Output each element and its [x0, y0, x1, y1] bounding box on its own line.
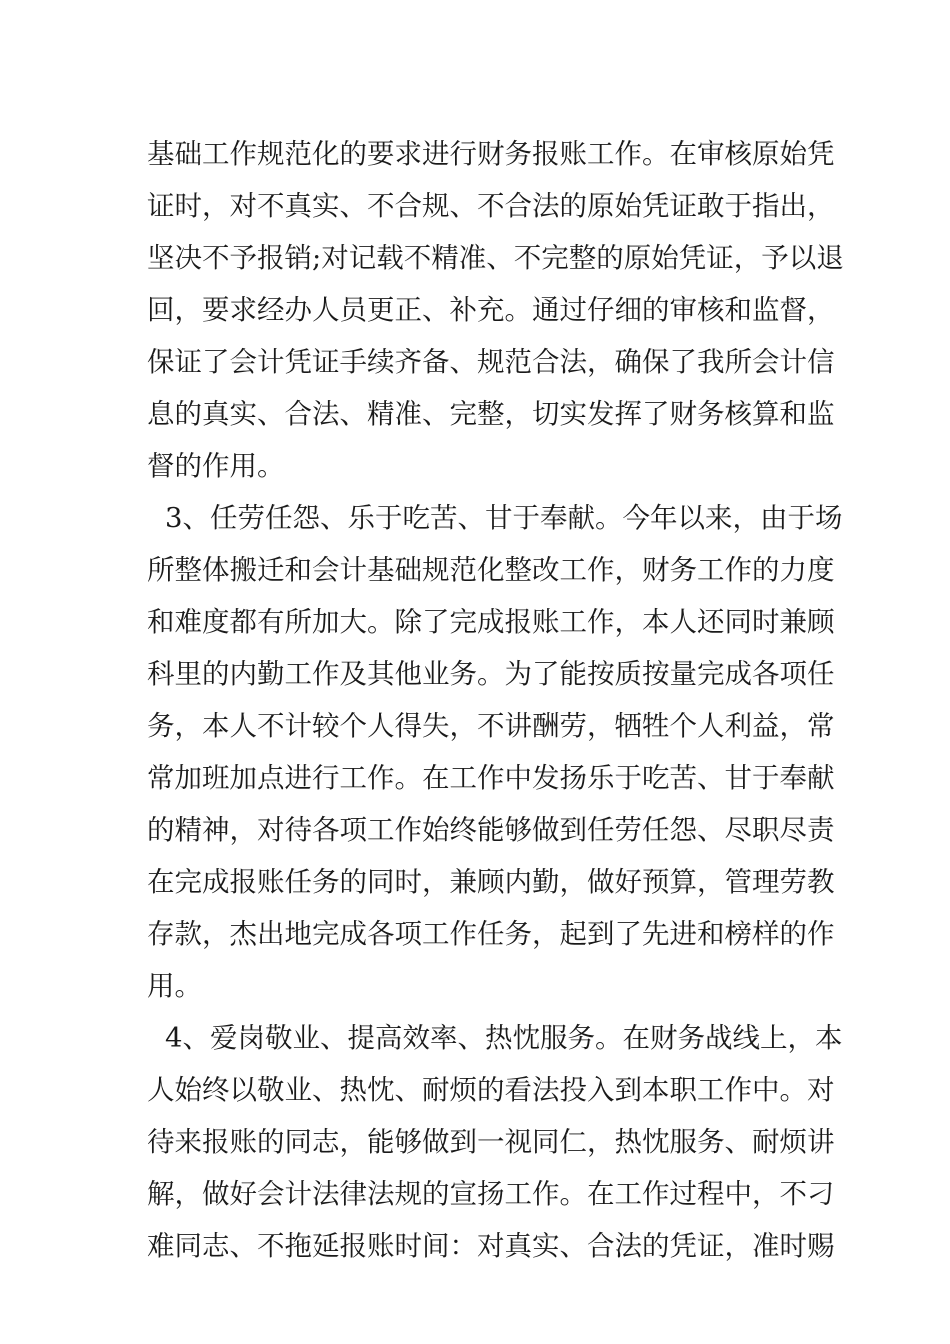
text-line: 证时，对不真实、不合规、不合法的原始凭证敢于指出，	[147, 190, 835, 222]
text-line: 的精神，对待各项工作始终能够做到任劳任怨、尽职尽责	[147, 814, 835, 846]
paragraph-heading-3: 3、任劳任怨、乐于吃苦、甘于奉献。今年以来，由于场	[165, 502, 843, 534]
text-line: 在完成报账任务的同时，兼顾内勤，做好预算，管理劳教	[147, 866, 835, 898]
text-line: 所整体搬迁和会计基础规范化整改工作，财务工作的力度	[147, 554, 835, 586]
text-line: 人始终以敬业、热忱、耐烦的看法投入到本职工作中。对	[147, 1074, 835, 1106]
text-line: 回，要求经办人员更正、补充。通过仔细的审核和监督，	[147, 294, 835, 326]
text-line: 用。	[147, 970, 202, 1002]
body-text	[147, 128, 844, 1272]
text-line: 科里的内勤工作及其他业务。为了能按质按量完成各项任	[147, 658, 835, 690]
text-line: 和难度都有所加大。除了完成报账工作，本人还同时兼顾	[147, 606, 835, 638]
text-line: 解，做好会计法律法规的宣扬工作。在工作过程中，不刁	[147, 1178, 835, 1210]
paragraph-heading-4: 4、爱岗敬业、提高效率、热忱服务。在财务战线上，本	[165, 1022, 843, 1054]
text-line: 务，本人不计较个人得失，不讲酬劳，牺牲个人利益，常	[147, 710, 835, 742]
text-line: 待来报账的同志，能够做到一视同仁，热忱服务、耐烦讲	[147, 1126, 835, 1158]
text-line: 督的作用。	[147, 450, 285, 482]
text-line: 基础工作规范化的要求进行财务报账工作。在审核原始凭	[147, 138, 835, 170]
text-line: 坚决不予报销;对记载不精准、不完整的原始凭证，予以退	[147, 242, 844, 274]
text-line: 常加班加点进行工作。在工作中发扬乐于吃苦、甘于奉献	[147, 762, 835, 794]
text-line: 保证了会计凭证手续齐备、规范合法，确保了我所会计信	[147, 346, 835, 378]
text-line: 存款，杰出地完成各项工作任务，起到了先进和榜样的作	[147, 918, 835, 950]
text-line: 难同志、不拖延报账时间：对真实、合法的凭证，准时赐	[147, 1230, 835, 1262]
text-line: 息的真实、合法、精准、完整，切实发挥了财务核算和监	[147, 398, 835, 430]
